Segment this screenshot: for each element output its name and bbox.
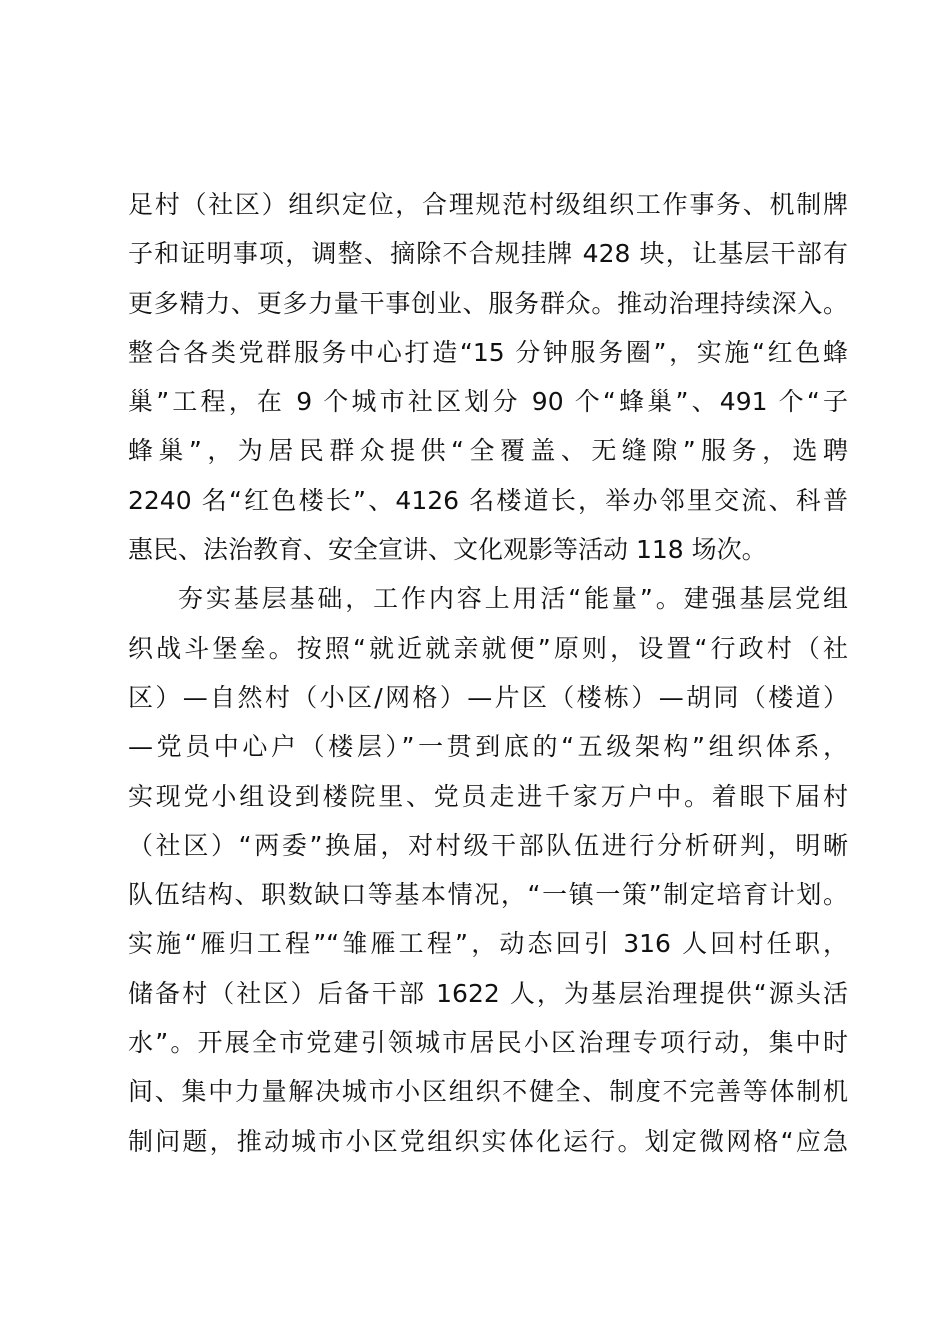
text-line: 实施“雁归工程”“雏雁工程”，动态回引 316 人回村任职，: [128, 929, 848, 959]
text-line: 子和证明事项，调整、摘除不合规挂牌 428 块，让基层干部有: [128, 239, 848, 269]
paragraph-first-line: 夯实基层基础，工作内容上用活“能量”。建强基层党组: [178, 584, 848, 614]
text-line: 织战斗堡垒。按照“就近就亲就便”原则，设置“行政村（社: [128, 633, 848, 663]
text-line: 队伍结构、职数缺口等基本情况，“一镇一策”制定培育计划。: [128, 880, 848, 910]
text-line: 蜂巢”，为居民群众提供“全覆盖、无缝隙”服务，选聘: [128, 436, 848, 466]
text-line: 间、集中力量解决城市小区组织不健全、制度不完善等体制机: [128, 1077, 848, 1107]
text-line: —党员中心户（楼层）”一贯到底的“五级架构”组织体系，: [128, 732, 848, 762]
text-line: 更多精力、更多力量干事创业、服务群众。推动治理持续深入。: [128, 288, 848, 318]
paragraph-end-line: 惠民、法治教育、安全宣讲、文化观影等活动 118 场次。: [128, 535, 767, 565]
body-text: [128, 180, 848, 1166]
text-line: 巢”工程，在 9 个城市社区划分 90 个“蜂巢”、491 个“子: [128, 387, 848, 417]
text-line: 2240 名“红色楼长”、4126 名楼道长，举办邻里交流、科普: [128, 485, 848, 515]
text-line: 足村（社区）组织定位，合理规范村级组织工作事务、机制牌: [128, 190, 848, 219]
text-line: 区）—自然村（小区/网格）—片区（楼栋）—胡同（楼道）: [128, 682, 848, 712]
text-line: 水”。开展全市党建引领城市居民小区治理专项行动，集中时: [128, 1028, 848, 1058]
text-line: （社区）“两委”换届，对村级干部队伍进行分析研判，明晰: [128, 830, 848, 860]
text-line: 储备村（社区）后备干部 1622 人，为基层治理提供“源头活: [128, 978, 848, 1008]
text-line: 整合各类党群服务中心打造“15 分钟服务圈”，实施“红色蜂: [128, 337, 848, 367]
text-line: 制问题，推动城市小区党组织实体化运行。划定微网格“应急: [128, 1126, 848, 1156]
text-line: 实现党小组设到楼院里、党员走进千家万户中。着眼下届村: [128, 781, 848, 811]
